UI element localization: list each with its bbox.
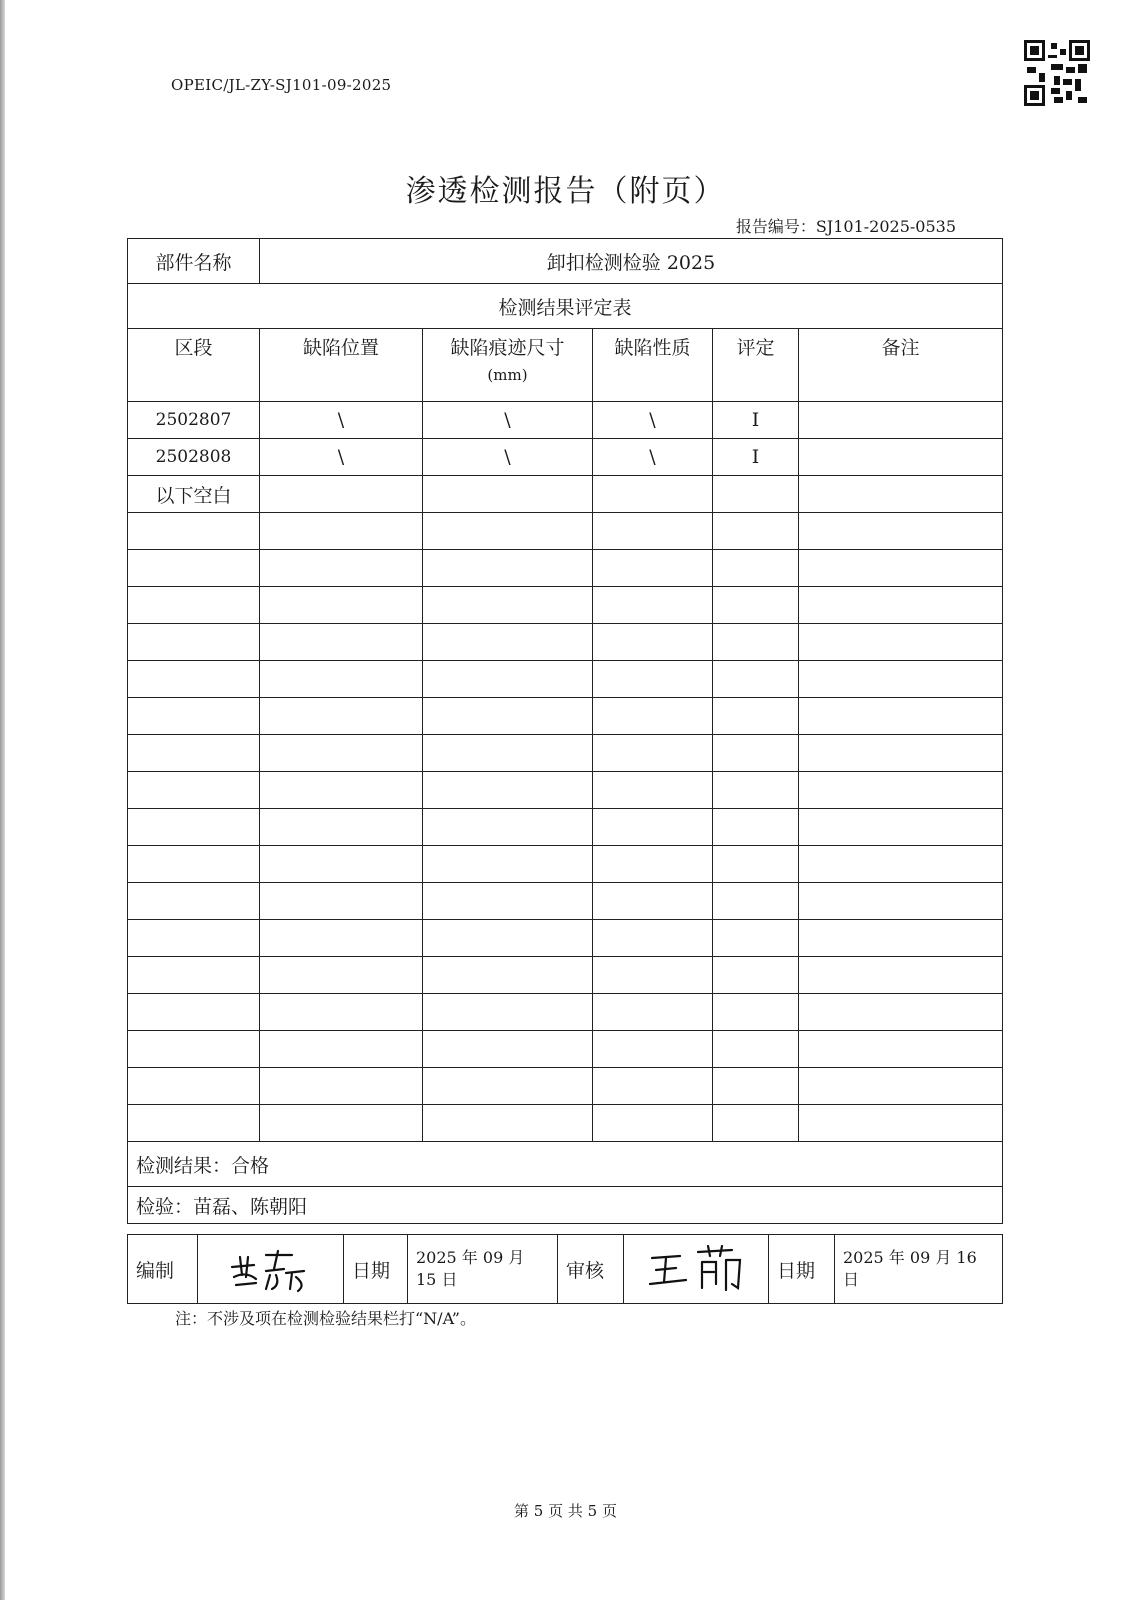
empty-cell [128,772,260,809]
empty-cell [128,624,260,661]
page-number: 第 5 页 共 5 页 [514,1502,617,1520]
cell-size [423,476,593,513]
empty-cell [128,550,260,587]
signoff-table [127,1234,1003,1304]
review-label: 审核 [558,1235,624,1304]
empty-cell [423,1068,593,1105]
empty-cell [260,550,423,587]
section-title: 检测结果评定表 [128,284,1003,329]
empty-cell [260,994,423,1031]
empty-cell [593,920,713,957]
empty-cell [593,809,713,846]
empty-table-row [128,1105,1003,1142]
empty-cell [260,809,423,846]
empty-cell [260,920,423,957]
empty-cell [128,809,260,846]
empty-table-row [128,772,1003,809]
empty-cell [260,624,423,661]
empty-cell [128,1068,260,1105]
empty-table-row [128,587,1003,624]
empty-cell [713,1105,799,1142]
cell-remarks [799,476,1003,513]
part-name-label: 部件名称 [128,239,260,284]
empty-table-row [128,550,1003,587]
empty-cell [593,957,713,994]
empty-cell [593,624,713,661]
empty-table-row [128,1068,1003,1105]
report-number [736,214,956,237]
cell-location: \ [260,439,423,476]
empty-cell [423,587,593,624]
cell-location [260,476,423,513]
empty-cell [128,587,260,624]
empty-cell [713,957,799,994]
empty-cell [713,772,799,809]
report-number-label: 报告编号： [735,217,816,236]
inspectors-label: 检验： [136,1195,194,1218]
empty-cell [593,735,713,772]
review-signature [624,1235,769,1304]
cell-segment: 以下空白 [128,476,260,513]
empty-table-row [128,957,1003,994]
empty-cell [128,698,260,735]
empty-cell [799,513,1003,550]
col-header-remarks: 备注 [799,329,1003,402]
empty-cell [423,735,593,772]
empty-cell [423,1105,593,1142]
empty-cell [799,735,1003,772]
cell-size: \ [423,402,593,439]
empty-cell [128,513,260,550]
empty-cell [593,846,713,883]
empty-cell [713,587,799,624]
empty-cell [593,1068,713,1105]
compile-label: 编制 [128,1235,198,1304]
empty-cell [128,957,260,994]
empty-cell [799,809,1003,846]
col-header-defect-location: 缺陷位置 [260,329,423,402]
empty-table-row [128,624,1003,661]
empty-cell [423,994,593,1031]
empty-table-row [128,809,1003,846]
empty-cell [423,624,593,661]
cell-remarks [799,439,1003,476]
empty-cell [128,735,260,772]
cell-nature: \ [593,402,713,439]
cell-segment: 2502807 [128,402,260,439]
empty-cell [260,698,423,735]
col-header-segment: 区段 [128,329,260,402]
empty-cell [260,661,423,698]
cell-location: \ [260,402,423,439]
empty-cell [423,920,593,957]
empty-cell [593,513,713,550]
empty-cell [423,698,593,735]
empty-cell [713,883,799,920]
defect-size-label: 缺陷痕迹尺寸 [450,337,565,359]
empty-cell [593,772,713,809]
empty-cell [593,1105,713,1142]
empty-cell [799,550,1003,587]
empty-cell [423,772,593,809]
table-header-row [128,329,1003,402]
empty-cell [593,994,713,1031]
review-date: 2025 年 09 月 16 日 [835,1235,1003,1304]
compile-date: 2025 年 09 月 15 日 [408,1235,558,1304]
empty-cell [799,587,1003,624]
empty-table-row [128,735,1003,772]
empty-cell [260,772,423,809]
empty-cell [260,883,423,920]
empty-table-row [128,661,1003,698]
empty-cell [128,846,260,883]
empty-cell [713,809,799,846]
inspectors-cell [128,1187,1003,1224]
empty-cell [713,550,799,587]
review-date-label: 日期 [769,1235,835,1304]
empty-cell [260,1105,423,1142]
compile-signature [198,1235,344,1304]
empty-table-row [128,846,1003,883]
empty-cell [423,809,593,846]
result-cell [128,1142,1003,1187]
table-row [128,402,1003,439]
empty-cell [260,513,423,550]
document-code: OPEIC/JL-ZY-SJ101-09-2025 [171,76,392,94]
empty-table-row [128,994,1003,1031]
table-row [128,439,1003,476]
col-header-defect-size [423,329,593,402]
empty-cell [713,994,799,1031]
empty-cell [260,846,423,883]
empty-cell [593,661,713,698]
empty-cell [260,1031,423,1068]
empty-cell [799,1068,1003,1105]
cell-nature [593,476,713,513]
empty-cell [799,920,1003,957]
empty-cell [713,920,799,957]
footnote: 注：不涉及项在检测检验结果栏打“N/A”。 [175,1309,476,1328]
col-header-rating: 评定 [713,329,799,402]
empty-table-row [128,698,1003,735]
empty-cell [799,846,1003,883]
part-name-value: 卸扣检测检验 2025 [260,239,1003,284]
empty-cell [260,735,423,772]
empty-cell [799,698,1003,735]
empty-cell [713,661,799,698]
empty-cell [423,883,593,920]
empty-cell [799,1105,1003,1142]
empty-table-row [128,513,1003,550]
empty-cell [423,846,593,883]
table-row [128,476,1003,513]
empty-cell [593,550,713,587]
empty-cell [128,920,260,957]
empty-cell [260,1068,423,1105]
empty-cell [128,1105,260,1142]
inspection-results-table [127,238,1003,1224]
result-value: 合格 [231,1154,270,1177]
empty-cell [799,772,1003,809]
empty-cell [128,994,260,1031]
cell-segment: 2502808 [128,439,260,476]
qr-code-icon [1024,40,1090,106]
compile-date-label: 日期 [344,1235,408,1304]
defect-size-unit: (mm) [487,366,528,384]
cell-rating [713,476,799,513]
cell-rating: I [713,439,799,476]
empty-cell [799,883,1003,920]
result-label: 检测结果： [136,1154,232,1177]
empty-cell [799,661,1003,698]
empty-cell [799,1031,1003,1068]
scan-edge [0,0,5,1600]
empty-cell [260,587,423,624]
empty-cell [423,1031,593,1068]
empty-table-row [128,920,1003,957]
page-title: 渗透检测报告（附页） [405,174,726,209]
compile-signature-image [226,1245,316,1293]
empty-cell [128,1031,260,1068]
report-number-value: SJ101-2025-0535 [815,217,956,236]
empty-cell [593,883,713,920]
empty-cell [713,624,799,661]
empty-cell [713,698,799,735]
empty-cell [128,883,260,920]
empty-cell [423,550,593,587]
cell-remarks [799,402,1003,439]
empty-cell [799,624,1003,661]
empty-cell [423,957,593,994]
empty-cell [713,846,799,883]
empty-cell [799,957,1003,994]
col-header-defect-nature: 缺陷性质 [593,329,713,402]
cell-size: \ [423,439,593,476]
empty-table-row [128,883,1003,920]
empty-cell [713,735,799,772]
cell-rating: I [713,402,799,439]
cell-nature: \ [593,439,713,476]
blank-rows [128,513,1003,1142]
empty-cell [593,698,713,735]
empty-cell [260,957,423,994]
empty-table-row [128,1031,1003,1068]
empty-cell [713,513,799,550]
review-signature-image [646,1244,746,1294]
empty-cell [128,661,260,698]
empty-cell [593,1031,713,1068]
inspectors-value: 苗磊、陈朝阳 [193,1195,308,1218]
empty-cell [593,587,713,624]
empty-cell [423,513,593,550]
empty-cell [799,994,1003,1031]
empty-cell [713,1068,799,1105]
empty-cell [423,661,593,698]
empty-cell [713,1031,799,1068]
